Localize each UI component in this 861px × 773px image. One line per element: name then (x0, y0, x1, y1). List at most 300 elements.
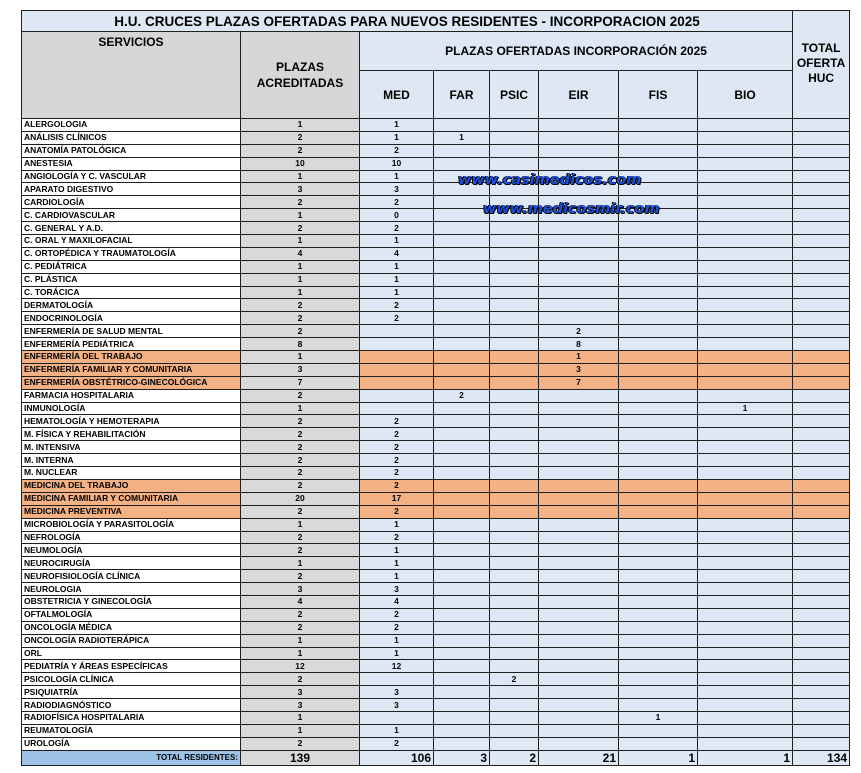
fis-cell (619, 595, 698, 608)
acreditadas-cell: 3 (241, 686, 360, 699)
psic-cell (490, 454, 539, 467)
table-row (22, 157, 850, 170)
acreditadas-cell: 1 (241, 351, 360, 364)
header-acred-line1: PLAZAS (276, 60, 324, 74)
fis-cell (619, 299, 698, 312)
header-col-bio: BIO (698, 71, 793, 119)
table-row (22, 273, 850, 286)
med-cell: 1 (360, 170, 434, 183)
total-oferta-cell (793, 415, 850, 428)
bio-cell (698, 544, 793, 557)
header-col-psic: PSIC (490, 71, 539, 119)
acreditadas-cell: 1 (241, 518, 360, 531)
far-cell (434, 544, 490, 557)
total-oferta-cell (793, 376, 850, 389)
servicio-cell: NEUROCIRUGÍA (22, 557, 241, 570)
servicio-cell: ORL (22, 647, 241, 660)
total-eir: 21 (539, 750, 619, 765)
eir-cell (539, 273, 619, 286)
header-total-line1: TOTAL (801, 41, 841, 55)
acreditadas-cell: 20 (241, 492, 360, 505)
servicio-cell: ANESTESIA (22, 157, 241, 170)
fis-cell (619, 312, 698, 325)
bio-cell (698, 570, 793, 583)
fis-cell: 1 (619, 711, 698, 724)
eir-cell (539, 235, 619, 248)
med-cell (360, 351, 434, 364)
table-row (22, 222, 850, 235)
med-cell (360, 402, 434, 415)
bio-cell (698, 737, 793, 750)
table-row (22, 286, 850, 299)
servicio-cell: NEUMOLOGÍA (22, 544, 241, 557)
eir-cell: 8 (539, 338, 619, 351)
total-oferta-cell (793, 131, 850, 144)
servicio-cell: C. ORTOPÉDICA Y TRAUMATOLOGÍA (22, 247, 241, 260)
total-oferta-cell (793, 711, 850, 724)
servicio-cell: C. CARDIOVASCULAR (22, 209, 241, 222)
fis-cell (619, 583, 698, 596)
far-cell (434, 660, 490, 673)
far-cell (434, 196, 490, 209)
fis-cell (619, 634, 698, 647)
fis-cell (619, 699, 698, 712)
eir-cell (539, 286, 619, 299)
servicio-cell: M. INTERNA (22, 454, 241, 467)
servicio-cell: PEDIATRÍA Y ÁREAS ESPECÍFICAS (22, 660, 241, 673)
psic-cell (490, 286, 539, 299)
servicio-cell: ONCOLOGÍA RADIOTERÁPICA (22, 634, 241, 647)
med-cell: 1 (360, 286, 434, 299)
far-cell (434, 209, 490, 222)
fis-cell (619, 247, 698, 260)
table-row (22, 338, 850, 351)
fis-cell (619, 157, 698, 170)
total-oferta-cell (793, 686, 850, 699)
psic-cell (490, 621, 539, 634)
total-far: 3 (434, 750, 490, 765)
psic-cell (490, 608, 539, 621)
servicio-cell: FARMACIA HOSPITALARIA (22, 389, 241, 402)
total-oferta-cell (793, 544, 850, 557)
total-oferta-cell (793, 338, 850, 351)
table-row (22, 428, 850, 441)
table-row (22, 686, 850, 699)
bio-cell (698, 518, 793, 531)
psic-cell (490, 325, 539, 338)
bio-cell (698, 363, 793, 376)
servicio-cell: ENFERMERÍA OBSTÉTRICO-GINECOLÓGICA (22, 376, 241, 389)
table-row (22, 583, 850, 596)
total-oferta-cell (793, 363, 850, 376)
far-cell (434, 338, 490, 351)
table-row (22, 699, 850, 712)
eir-cell (539, 647, 619, 660)
psic-cell (490, 737, 539, 750)
total-oferta-cell (793, 608, 850, 621)
med-cell: 2 (360, 415, 434, 428)
fis-cell (619, 428, 698, 441)
acreditadas-cell: 1 (241, 286, 360, 299)
psic-cell (490, 402, 539, 415)
bio-cell (698, 699, 793, 712)
eir-cell (539, 312, 619, 325)
acreditadas-cell: 2 (241, 479, 360, 492)
med-cell: 1 (360, 724, 434, 737)
psic-cell (490, 273, 539, 286)
far-cell (434, 312, 490, 325)
far-cell (434, 647, 490, 660)
psic-cell (490, 544, 539, 557)
eir-cell (539, 544, 619, 557)
total-oferta-cell (793, 144, 850, 157)
eir-cell (539, 260, 619, 273)
servicio-cell: MICROBIOLOGÍA Y PARASITOLOGÍA (22, 518, 241, 531)
acreditadas-cell: 2 (241, 389, 360, 402)
acreditadas-cell: 1 (241, 235, 360, 248)
eir-cell (539, 660, 619, 673)
acreditadas-cell: 4 (241, 247, 360, 260)
total-oferta-cell (793, 351, 850, 364)
acreditadas-cell: 1 (241, 711, 360, 724)
table-row (22, 389, 850, 402)
med-cell: 2 (360, 144, 434, 157)
servicio-cell: APARATO DIGESTIVO (22, 183, 241, 196)
bio-cell (698, 235, 793, 248)
table-row (22, 492, 850, 505)
eir-cell (539, 492, 619, 505)
servicio-cell: ALERGOLOGIA (22, 119, 241, 132)
table-row (22, 608, 850, 621)
table-row (22, 647, 850, 660)
servicio-cell: ENFERMERÍA DE SALUD MENTAL (22, 325, 241, 338)
med-cell: 2 (360, 312, 434, 325)
table-row (22, 737, 850, 750)
med-cell: 2 (360, 428, 434, 441)
far-cell (434, 428, 490, 441)
eir-cell (539, 595, 619, 608)
table-row (22, 634, 850, 647)
psic-cell (490, 363, 539, 376)
bio-cell (698, 286, 793, 299)
eir-cell (539, 222, 619, 235)
far-cell (434, 583, 490, 596)
far-cell (434, 570, 490, 583)
servicio-cell: OBSTETRICIA Y GINECOLOGÍA (22, 595, 241, 608)
table-row (22, 467, 850, 480)
table-row (22, 505, 850, 518)
fis-cell (619, 647, 698, 660)
bio-cell (698, 647, 793, 660)
med-cell: 2 (360, 441, 434, 454)
table-row (22, 557, 850, 570)
far-cell (434, 119, 490, 132)
med-cell: 1 (360, 647, 434, 660)
bio-cell (698, 492, 793, 505)
fis-cell (619, 518, 698, 531)
servicio-cell: REUMATOLOGÍA (22, 724, 241, 737)
med-cell (360, 363, 434, 376)
bio-cell (698, 467, 793, 480)
med-cell: 4 (360, 247, 434, 260)
header-col-far: FAR (434, 71, 490, 119)
fis-cell (619, 260, 698, 273)
med-cell: 1 (360, 634, 434, 647)
eir-cell (539, 608, 619, 621)
total-oferta-cell (793, 467, 850, 480)
far-cell (434, 299, 490, 312)
servicio-cell: C. PEDIÁTRICA (22, 260, 241, 273)
bio-cell (698, 222, 793, 235)
bio-cell (698, 338, 793, 351)
eir-cell (539, 518, 619, 531)
acreditadas-cell: 10 (241, 157, 360, 170)
med-cell: 1 (360, 260, 434, 273)
table-row (22, 376, 850, 389)
total-oferta-cell (793, 402, 850, 415)
far-cell (434, 621, 490, 634)
acreditadas-cell: 2 (241, 673, 360, 686)
table-row (22, 660, 850, 673)
med-cell: 1 (360, 235, 434, 248)
bio-cell (698, 428, 793, 441)
acreditadas-cell: 1 (241, 557, 360, 570)
psic-cell (490, 583, 539, 596)
psic-cell (490, 389, 539, 402)
eir-cell (539, 389, 619, 402)
table-row (22, 247, 850, 260)
bio-cell (698, 711, 793, 724)
bio-cell (698, 441, 793, 454)
fis-cell (619, 737, 698, 750)
psic-cell (490, 222, 539, 235)
med-cell: 1 (360, 273, 434, 286)
servicio-cell: MEDICINA FAMILIAR Y COMUNITARIA (22, 492, 241, 505)
far-cell (434, 699, 490, 712)
psic-cell (490, 711, 539, 724)
psic-cell (490, 299, 539, 312)
far-cell (434, 273, 490, 286)
acreditadas-cell: 2 (241, 531, 360, 544)
total-fis: 1 (619, 750, 698, 765)
acreditadas-cell: 2 (241, 312, 360, 325)
bio-cell (698, 209, 793, 222)
acreditadas-cell: 2 (241, 505, 360, 518)
table-row (22, 196, 850, 209)
acreditadas-cell: 2 (241, 544, 360, 557)
med-cell (360, 338, 434, 351)
servicio-cell: RADIODIAGNÓSTICO (22, 699, 241, 712)
total-residentes-label: TOTAL RESIDENTES: (22, 750, 241, 765)
servicio-cell: INMUNOLOGÍA (22, 402, 241, 415)
med-cell: 2 (360, 505, 434, 518)
far-cell (434, 518, 490, 531)
far-cell (434, 724, 490, 737)
eir-cell (539, 479, 619, 492)
psic-cell (490, 647, 539, 660)
bio-cell (698, 595, 793, 608)
bio-cell (698, 312, 793, 325)
servicio-cell: NEUROFISIOLOGÍA CLÍNICA (22, 570, 241, 583)
total-oferta-cell (793, 531, 850, 544)
far-cell (434, 505, 490, 518)
total-psic: 2 (490, 750, 539, 765)
psic-cell (490, 441, 539, 454)
far-cell (434, 222, 490, 235)
servicio-cell: OFTALMOLOGÍA (22, 608, 241, 621)
bio-cell (698, 724, 793, 737)
eir-cell (539, 505, 619, 518)
fis-cell (619, 724, 698, 737)
eir-cell (539, 621, 619, 634)
psic-cell (490, 376, 539, 389)
psic-cell (490, 467, 539, 480)
total-oferta-cell (793, 621, 850, 634)
table-row (22, 531, 850, 544)
fis-cell (619, 621, 698, 634)
total-oferta-cell (793, 647, 850, 660)
servicio-cell: C. ORAL Y MAXILOFACIAL (22, 235, 241, 248)
fis-cell (619, 389, 698, 402)
bio-cell (698, 157, 793, 170)
eir-cell (539, 247, 619, 260)
servicio-cell: M. FÍSICA Y REHABILITACIÓN (22, 428, 241, 441)
total-bio: 1 (698, 750, 793, 765)
servicio-cell: C. GENERAL Y A.D. (22, 222, 241, 235)
acreditadas-cell: 2 (241, 467, 360, 480)
acreditadas-cell: 1 (241, 119, 360, 132)
servicio-cell: ENDOCRINOLOGÍA (22, 312, 241, 325)
bio-cell (698, 454, 793, 467)
psic-cell (490, 338, 539, 351)
med-cell: 2 (360, 454, 434, 467)
med-cell: 1 (360, 544, 434, 557)
table-row (22, 711, 850, 724)
med-cell: 2 (360, 608, 434, 621)
bio-cell (698, 119, 793, 132)
med-cell: 2 (360, 737, 434, 750)
eir-cell (539, 157, 619, 170)
psic-cell (490, 157, 539, 170)
total-oferta-cell (793, 222, 850, 235)
med-cell (360, 389, 434, 402)
psic-cell (490, 557, 539, 570)
far-cell (434, 363, 490, 376)
far-cell (434, 711, 490, 724)
eir-cell (539, 441, 619, 454)
total-oferta-cell (793, 583, 850, 596)
med-cell: 2 (360, 222, 434, 235)
med-cell: 2 (360, 299, 434, 312)
servicio-cell: NEFROLOGÍA (22, 531, 241, 544)
table-row (22, 183, 850, 196)
servicio-cell: PSIQUIATRÍA (22, 686, 241, 699)
bio-cell (698, 273, 793, 286)
total-oferta-cell (793, 286, 850, 299)
acreditadas-cell: 2 (241, 570, 360, 583)
acreditadas-cell: 2 (241, 299, 360, 312)
table-row (22, 479, 850, 492)
bio-cell (698, 634, 793, 647)
fis-cell (619, 454, 698, 467)
far-cell (434, 402, 490, 415)
psic-cell (490, 144, 539, 157)
table-row (22, 673, 850, 686)
fis-cell (619, 441, 698, 454)
eir-cell (539, 454, 619, 467)
acreditadas-cell: 2 (241, 737, 360, 750)
table-row (22, 260, 850, 273)
acreditadas-cell: 8 (241, 338, 360, 351)
total-oferta-cell (793, 247, 850, 260)
servicio-cell: ANGIOLOGÍA Y C. VASCULAR (22, 170, 241, 183)
bio-cell (698, 608, 793, 621)
far-cell (434, 157, 490, 170)
med-cell: 0 (360, 209, 434, 222)
acreditadas-cell: 1 (241, 170, 360, 183)
total-oferta-cell (793, 209, 850, 222)
med-cell (360, 673, 434, 686)
acreditadas-cell: 1 (241, 402, 360, 415)
far-cell (434, 479, 490, 492)
servicio-cell: MEDICINA PREVENTIVA (22, 505, 241, 518)
bio-cell (698, 325, 793, 338)
acreditadas-cell: 3 (241, 183, 360, 196)
far-cell (434, 467, 490, 480)
total-oferta-cell (793, 595, 850, 608)
bio-cell (698, 583, 793, 596)
fis-cell (619, 660, 698, 673)
total-oferta-cell (793, 699, 850, 712)
servicio-cell: RADIOFÍSICA HOSPITALARIA (22, 711, 241, 724)
eir-cell (539, 131, 619, 144)
header-plazas-ofertadas-group: PLAZAS OFERTADAS INCORPORACIÓN 2025 (360, 32, 793, 71)
psic-cell (490, 351, 539, 364)
servicio-cell: DERMATOLOGÍA (22, 299, 241, 312)
table-row (22, 170, 850, 183)
total-oferta-cell (793, 196, 850, 209)
header-servicios: SERVICIOS (22, 32, 241, 119)
fis-cell (619, 363, 698, 376)
total-oferta-cell (793, 157, 850, 170)
acreditadas-cell: 2 (241, 415, 360, 428)
watermark-casimedicos: www.casimedicos.com (458, 172, 642, 188)
acreditadas-cell: 2 (241, 222, 360, 235)
med-cell: 2 (360, 621, 434, 634)
psic-cell (490, 595, 539, 608)
psic-cell (490, 235, 539, 248)
bio-cell (698, 170, 793, 183)
total-oferta-cell (793, 557, 850, 570)
acreditadas-cell: 2 (241, 144, 360, 157)
med-cell: 2 (360, 467, 434, 480)
bio-cell (698, 351, 793, 364)
med-cell: 2 (360, 531, 434, 544)
med-cell: 4 (360, 595, 434, 608)
acreditadas-cell: 3 (241, 363, 360, 376)
acreditadas-cell: 12 (241, 660, 360, 673)
bio-cell (698, 660, 793, 673)
fis-cell (619, 673, 698, 686)
header-total-oferta (793, 11, 850, 119)
eir-cell (539, 428, 619, 441)
table-row (22, 518, 850, 531)
far-cell (434, 144, 490, 157)
eir-cell (539, 724, 619, 737)
acreditadas-cell: 2 (241, 454, 360, 467)
far-cell (434, 260, 490, 273)
far-cell (434, 235, 490, 248)
